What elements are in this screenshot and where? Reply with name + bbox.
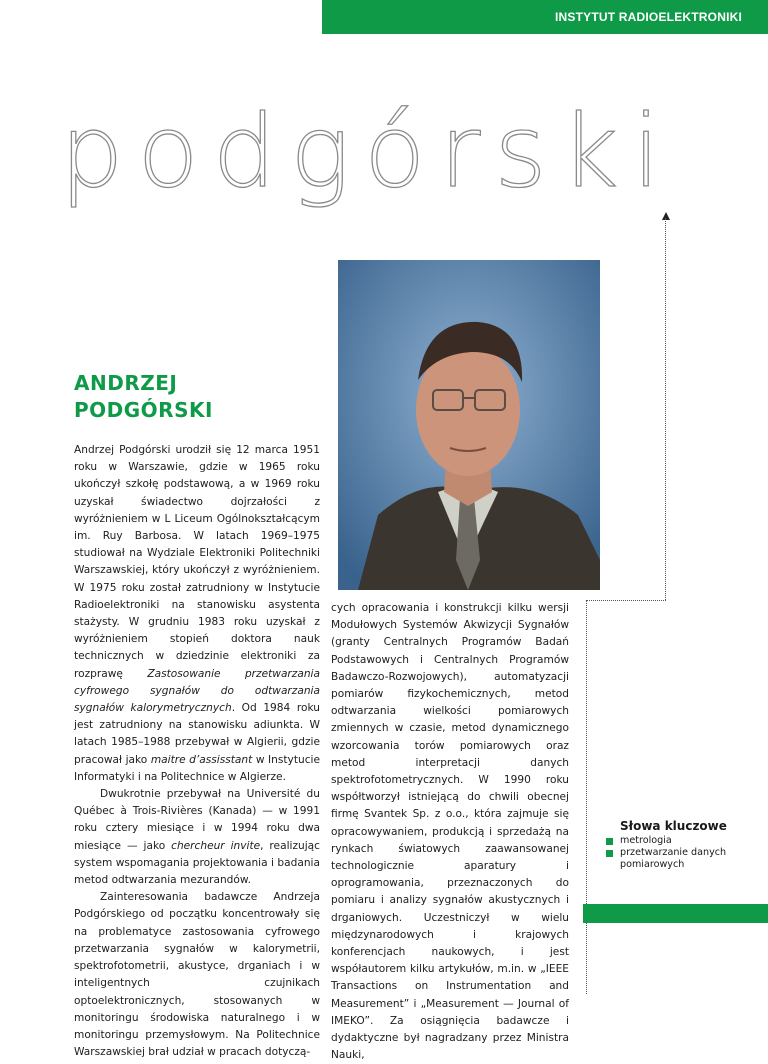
bio-text: Zainteresowania badawcze Andrzeja Podgórskiego od początku koncentrowały się na problematyce zastosowania cyfrowego przetwarzania sygnałów w kalorymetrii, spektrofotometrii, akustyce, drganiach i w inteligentnych czujnikach optoelektronicznych, stosowanych w monitoringu środowiska naturalnego i w monitoringu przemysłowym. Na Politechnice Warszawskiej brał udział w pracach dotyczą-: [74, 891, 320, 1059]
bio-text: Dwukrotnie przebywał na Université du Québec à Trois-Rivières (Kanada) — w 1991 roku cztery miesiące i w 1994 roku dwa miesiące — jako: [74, 788, 320, 852]
keyword-item: [604, 847, 744, 871]
surname-display: podgórski: [60, 93, 675, 210]
dissertation-title: Zastosowanie przetwarzania cyfrowego sygnałów do odtwarzania sygnałów kalorymetrycznych: [74, 667, 320, 715]
keyword-item: [604, 835, 744, 847]
keywords-box: [604, 819, 744, 871]
accent-bar: [583, 904, 768, 923]
role-title: chercheur invite: [171, 839, 261, 852]
keyword-label: przetwarzanie danych pomiarowych: [620, 847, 727, 870]
connector-line: [586, 600, 666, 601]
bio-text: , realizując system wspomagania projektowania i badania metod odtwarzania mezurandów.: [74, 839, 320, 887]
section-header: INSTYTUT RADIOELEKTRONIKI: [322, 0, 768, 34]
biography-column-1: [74, 442, 320, 1061]
connector-line: [586, 600, 587, 994]
person-name: [74, 370, 213, 424]
biography-column-2: [331, 600, 569, 1064]
bio-text: Andrzej Podgórski urodził się 12 marca 1951 roku w Warszawie, gdzie w 1965 roku ukończył szkołę podstawową, a w 1969 roku uzyskał świadectwo dojrzałości z wyróżnieniem w L Liceum Ogólnokształcącym im. Ruy Barbosa. W latach 1969–1975 studiował na Wydziale Elektroniki Politechniki Warszawskiej, który ukończył z wyróżnieniem. W 1975 roku został zatrudniony w Instytucie Radioelektroniki na stanowisku asystenta stażysty. W grudniu 1983 roku uzyskał z wyróżnieniem stopień doktora nauk technicznych w dziedzinie elektroniki za rozprawę: [74, 444, 320, 680]
bio-text: . Od 1984 roku jest zatrudniony na stanowisku adiunkta. W latach 1985–1988 przebywał w Algierii, gdzie pracował jako: [74, 702, 320, 766]
first-name: ANDRZEJ: [74, 371, 178, 395]
job-title: maitre d’assisstant: [150, 753, 253, 766]
bullet-square-icon: [606, 850, 613, 857]
bio-text: cych opracowania i konstrukcji kilku wersji Modułowych Systemów Akwizycji Sygnałów (granty Centralnych Programów Badań Podstawowych i Centralnych Programów Badawczo-Rozwojowych), automatyzacji pomiarów fizykochemicznych, metod odtwarzania wielkości pomiarowych zmiennych w czasie, metod dynamicznego wzorcowania torów pomiarowych oraz metod interpretacji danych spektrofotometrycznych. W 1990 roku współtworzył istniejącą do chwili obecnej firmę Svantek Sp. z o.o., która zajmuje się opracowywaniem, produkcją i sprzedażą na rynkach światowych zaawansowanej technologicznie aparatury i oprogramowania, przeznaczonych do pomiaru i analizy sygnałów akustycznych i drganiowych. Uczestniczył w wielu międzynarodowych i krajowych konferencjach naukowych, i jest współautorem kilku artykułów, m.in. w „IEEE Transactions on Instrumentation and Measurement” i „Measurement — Journal of IMEKO”. Za osiągnięcia badawcze i dydaktyczne był nagradzany przez Ministra Nauki,: [331, 602, 569, 1062]
arrow-up-icon: [662, 212, 670, 220]
last-name: PODGÓRSKI: [74, 398, 213, 422]
portrait-photo: [338, 260, 600, 590]
keyword-label: metrologia: [620, 835, 672, 846]
connector-line: [665, 218, 666, 600]
keywords-title: Słowa kluczowe: [620, 819, 727, 833]
bullet-square-icon: [606, 838, 613, 845]
bio-text: w Instytucie Informatyki i na Politechnice w Algierze.: [74, 753, 320, 783]
